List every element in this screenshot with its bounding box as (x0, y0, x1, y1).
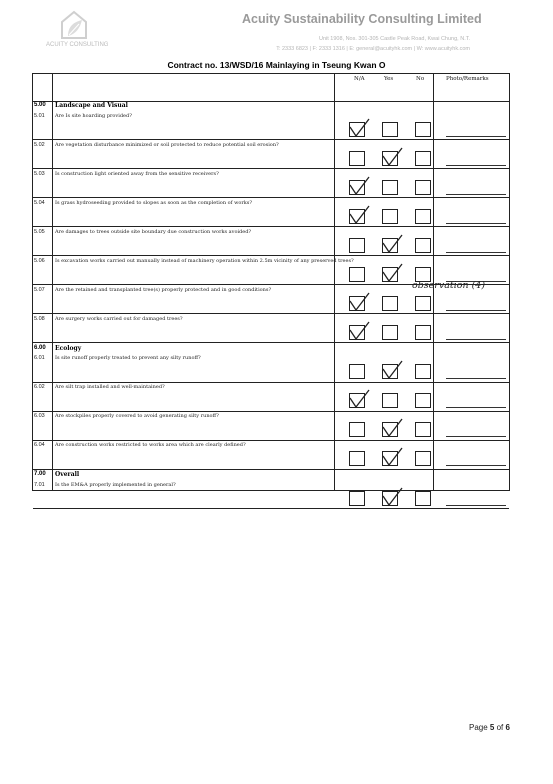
item-number: 5.05 (34, 228, 45, 235)
checkbox-yes[interactable] (382, 491, 398, 506)
question-text: Are vegetation disturbance minimized or soil protected to reduce potential soil erosion? (55, 141, 279, 148)
check-icon (348, 292, 370, 312)
checkbox-yes[interactable] (382, 209, 398, 224)
checkbox-yes[interactable] (382, 122, 398, 137)
col-header-na: N/A (354, 76, 365, 82)
checkbox-yes[interactable] (382, 451, 398, 466)
item-number: 6.01 (34, 355, 45, 361)
remarks-line (446, 310, 506, 311)
row-divider (33, 469, 509, 470)
checkbox-na[interactable] (349, 209, 365, 224)
address-line-2: T: 2333 6823 | F: 2333 1316 | E: general@acuityhk.com | W: www.acuityhk.com (276, 46, 470, 52)
check-icon (348, 118, 370, 138)
question-text: Are surgery works carried out for damaged trees? (55, 315, 183, 322)
question-text: Are construction works restricted to works area which are clearly defined? (55, 442, 246, 448)
question-text: Is construction light oriented away from the sensitive receivers? (55, 170, 219, 177)
checkbox-na[interactable] (349, 151, 365, 166)
item-number: 5.07 (34, 286, 45, 293)
check-icon (348, 205, 370, 225)
page-number: Page 5 of 6 (469, 723, 510, 732)
checkbox-no[interactable] (415, 209, 431, 224)
question-text: Is the EM&A properly implemented in general? (55, 481, 176, 488)
question-text: Is grass hydroseeding provided to slopes as soon as the completion of works? (55, 199, 253, 206)
item-number: 6.02 (34, 384, 45, 390)
remarks-line (446, 465, 506, 466)
question-text: Are Is site hoarding provided? (55, 112, 132, 119)
checkbox-na[interactable] (349, 267, 365, 282)
item-number: 5.06 (34, 257, 45, 264)
checkbox-yes[interactable] (382, 364, 398, 379)
address-line-1: Unit 1908, Nos. 301-305 Castle Peak Road, Kwai Chung, N.T. (318, 36, 470, 42)
checkbox-no[interactable] (415, 364, 431, 379)
checkbox-na[interactable] (349, 491, 365, 506)
col-header-remarks: Photo/Remarks (446, 76, 489, 82)
remarks-line (446, 252, 506, 253)
checkbox-yes[interactable] (382, 422, 398, 437)
section-number: 5.00 (34, 102, 46, 108)
item-number: 5.08 (34, 315, 45, 322)
checkbox-no[interactable] (415, 325, 431, 340)
item-number: 6.03 (34, 413, 45, 419)
checkbox-yes[interactable] (382, 267, 398, 282)
checkbox-no[interactable] (415, 238, 431, 253)
checkbox-no[interactable] (415, 422, 431, 437)
section-title: Landscape and Visual (55, 102, 128, 109)
item-number: 5.01 (34, 112, 45, 119)
question-text: Are damages to trees outside site boundary due construction works avoided? (55, 228, 252, 235)
checkbox-na[interactable] (349, 451, 365, 466)
remarks-line (446, 165, 506, 166)
question-text: Are silt trap installed and well-maintained? (55, 384, 165, 390)
item-number: 6.04 (34, 442, 45, 448)
remarks-line (446, 136, 506, 137)
checkbox-no[interactable] (415, 393, 431, 408)
check-icon (381, 147, 403, 167)
question-text: Is site runoff properly treated to prevent any silty runoff? (55, 355, 201, 361)
item-number: 7.01 (34, 481, 45, 488)
checkbox-na[interactable] (349, 364, 365, 379)
checkbox-yes[interactable] (382, 296, 398, 311)
col-header-yes: Yes (384, 76, 394, 82)
section-number: 7.00 (34, 471, 46, 477)
check-icon (381, 360, 403, 380)
check-icon (348, 321, 370, 341)
question-text: Are stockpiles properly covered to avoid generating silty runoff? (55, 413, 219, 419)
checkbox-na[interactable] (349, 296, 365, 311)
column-divider (52, 74, 53, 490)
checkbox-no[interactable] (415, 296, 431, 311)
column-divider (334, 74, 335, 490)
section-number: 6.00 (34, 344, 46, 351)
row-divider (33, 342, 509, 343)
col-header-no: No (416, 76, 425, 82)
remarks-line (446, 194, 506, 195)
remarks-line (446, 223, 506, 224)
remarks-line (446, 378, 506, 379)
checkbox-no[interactable] (415, 122, 431, 137)
question-text: Is excavation works carried out manually instead of machinery operation within 2.5m vicinity of any preserved trees? (55, 257, 354, 264)
checkbox-na[interactable] (349, 422, 365, 437)
checkbox-na[interactable] (349, 122, 365, 137)
item-number: 5.03 (34, 170, 45, 177)
item-number: 5.02 (34, 141, 45, 148)
check-icon (381, 487, 403, 507)
checkbox-na[interactable] (349, 238, 365, 253)
handwritten-remark: observation (4) (412, 280, 486, 291)
section-title: Ecology (55, 344, 82, 352)
company-name: Acuity Sustainability Consulting Limited (242, 12, 482, 26)
checkbox-no[interactable] (415, 180, 431, 195)
row-divider (33, 508, 509, 509)
check-icon (381, 234, 403, 254)
contract-title: Contract no. 13/WSD/16 Mainlaying in Tseung Kwan O (167, 60, 386, 70)
checkbox-no[interactable] (415, 491, 431, 506)
check-icon (381, 418, 403, 438)
checkbox-yes[interactable] (382, 325, 398, 340)
checkbox-yes[interactable] (382, 238, 398, 253)
checkbox-na[interactable] (349, 180, 365, 195)
section-title: Overall (55, 471, 80, 478)
checkbox-no[interactable] (415, 151, 431, 166)
check-icon (381, 447, 403, 467)
item-number: 5.04 (34, 199, 45, 206)
logo-caption: ACUITY CONSULTING (46, 42, 109, 48)
remarks-line (446, 436, 506, 437)
checkbox-yes[interactable] (382, 180, 398, 195)
check-icon (348, 389, 370, 409)
question-text: Are the retained and transplanted tree(s) properly protected and in good conditions? (55, 286, 272, 293)
checkbox-no[interactable] (415, 451, 431, 466)
checkbox-yes[interactable] (382, 393, 398, 408)
remarks-line (446, 339, 506, 340)
remarks-line (446, 505, 506, 506)
checkbox-na[interactable] (349, 325, 365, 340)
checkbox-yes[interactable] (382, 151, 398, 166)
check-icon (381, 263, 403, 283)
checkbox-na[interactable] (349, 393, 365, 408)
check-icon (348, 176, 370, 196)
company-address (258, 34, 470, 54)
remarks-line (446, 407, 506, 408)
